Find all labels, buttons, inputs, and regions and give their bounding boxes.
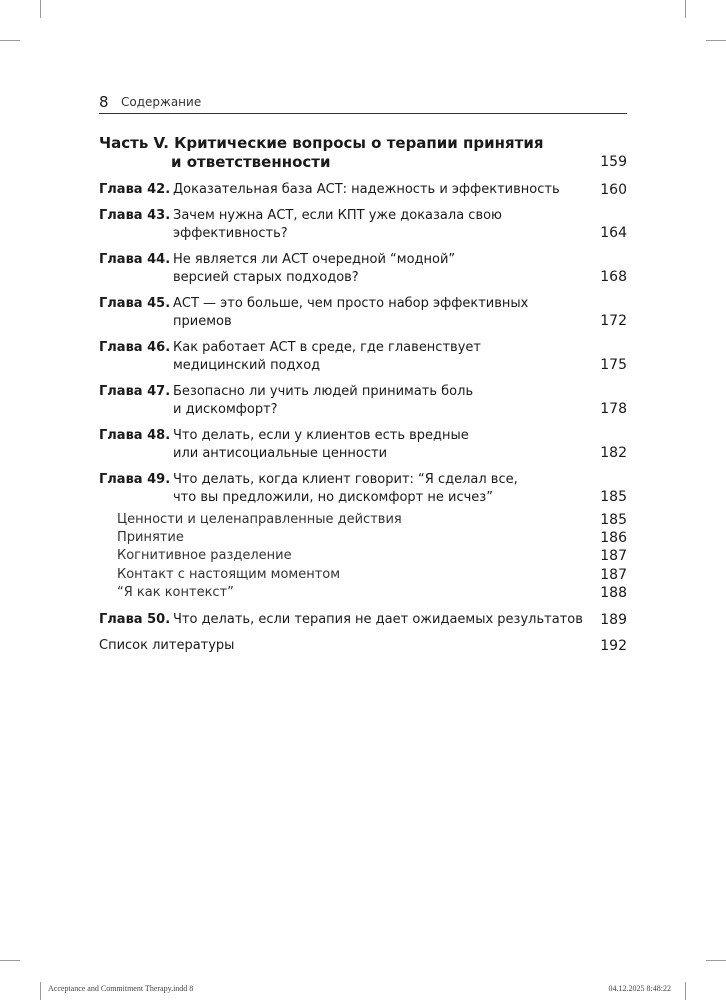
chapter-title: Как работает АСТ в среде, где главенствует медицинский подход xyxy=(173,340,481,373)
subsection-page-number: 187 xyxy=(600,548,627,564)
chapter-label: Глава 49. xyxy=(99,472,171,487)
toc-chapter-49[interactable] xyxy=(99,471,627,506)
chapter-page-number: 160 xyxy=(600,181,627,198)
section-title: Содержание xyxy=(121,95,202,109)
crop-mark xyxy=(706,40,726,41)
crop-mark xyxy=(40,982,41,1000)
slug-filename: Acceptance and Commitment Therapy.indd 8 xyxy=(48,984,194,993)
toc-chapter-42[interactable] xyxy=(99,181,627,199)
subsection-title: Когнитивное разделение xyxy=(117,548,292,563)
chapter-label: Глава 50. xyxy=(99,612,171,627)
chapter-title: Зачем нужна АСТ, если КПТ уже доказала свою эффективность? xyxy=(173,208,502,241)
chapter-label: Глава 42. xyxy=(99,182,171,197)
toc-chapter-44[interactable] xyxy=(99,251,627,286)
crop-mark xyxy=(706,960,726,961)
header-rule xyxy=(99,113,627,114)
subsection-page-number: 187 xyxy=(600,567,627,583)
slug-timestamp: 04.12.2025 8:48:22 xyxy=(608,984,671,993)
crop-mark xyxy=(0,40,20,41)
page-number: 8 xyxy=(99,93,109,111)
chapter-title: Что делать, когда клиент говорит: “Я сделал все, что вы предложили, но дискомфорт не исчез” xyxy=(173,472,518,505)
subsection-title: “Я как контекст” xyxy=(117,585,234,600)
chapter-label: Глава 47. xyxy=(99,384,171,399)
crop-mark xyxy=(685,982,686,1000)
chapter-page-number: 175 xyxy=(600,356,627,373)
subsection-page-number: 188 xyxy=(600,585,627,601)
chapter-page-number: 178 xyxy=(600,400,627,417)
toc-chapter-48[interactable] xyxy=(99,427,627,462)
chapter-label: Глава 45. xyxy=(99,296,171,311)
chapter-title: Что делать, если у клиентов есть вредные или антисоциальные ценности xyxy=(173,428,469,461)
running-header xyxy=(99,93,627,113)
chapter-label: Глава 44. xyxy=(99,252,171,267)
crop-mark xyxy=(685,0,686,18)
toc-chapter-50[interactable] xyxy=(99,611,627,629)
subsection-title: Ценности и целенаправленные действия xyxy=(117,512,402,527)
part-title-line2: и ответственности xyxy=(171,153,331,171)
chapter-page-number: 164 xyxy=(600,224,627,241)
toc-chapter-43[interactable] xyxy=(99,207,627,242)
toc-chapter-47[interactable] xyxy=(99,383,627,418)
subsection-page-number: 186 xyxy=(600,530,627,546)
part-page-number: 159 xyxy=(600,154,627,170)
chapter-title: Доказательная база АСТ: надежность и эффективность xyxy=(173,182,560,197)
chapter-label: Глава 43. xyxy=(99,208,171,223)
subsection-page-number: 185 xyxy=(600,512,627,528)
subsection-title: Принятие xyxy=(117,530,184,545)
crop-mark xyxy=(40,0,41,18)
crop-mark xyxy=(0,960,20,961)
chapter-title: АСТ — это больше, чем просто набор эффективных приемов xyxy=(173,296,529,329)
toc-chapter-45[interactable] xyxy=(99,295,627,330)
toc-part-v[interactable] xyxy=(99,134,627,172)
subsection-title: Контакт с настоящим моментом xyxy=(117,567,341,582)
chapter-title: Что делать, если терапия не дает ожидаемых результатов xyxy=(173,612,583,627)
chapter-page-number: 185 xyxy=(600,488,627,505)
chapter-title: Не является ли АСТ очередной “модной” версией старых подходов? xyxy=(173,252,456,285)
references-page-number: 192 xyxy=(600,638,627,654)
references-title: Список литературы xyxy=(99,638,235,653)
chapter-page-number: 172 xyxy=(600,312,627,329)
chapter-page-number: 189 xyxy=(600,611,627,628)
toc-chapter-46[interactable] xyxy=(99,339,627,374)
chapter-page-number: 182 xyxy=(600,444,627,461)
chapter-page-number: 168 xyxy=(600,268,627,285)
part-title-line1: Часть V. Критические вопросы о терапии принятия xyxy=(99,134,544,152)
chapter-label: Глава 48. xyxy=(99,428,171,443)
chapter-label: Глава 46. xyxy=(99,340,171,355)
chapter-title: Безопасно ли учить людей принимать боль и дискомфорт? xyxy=(173,384,474,417)
